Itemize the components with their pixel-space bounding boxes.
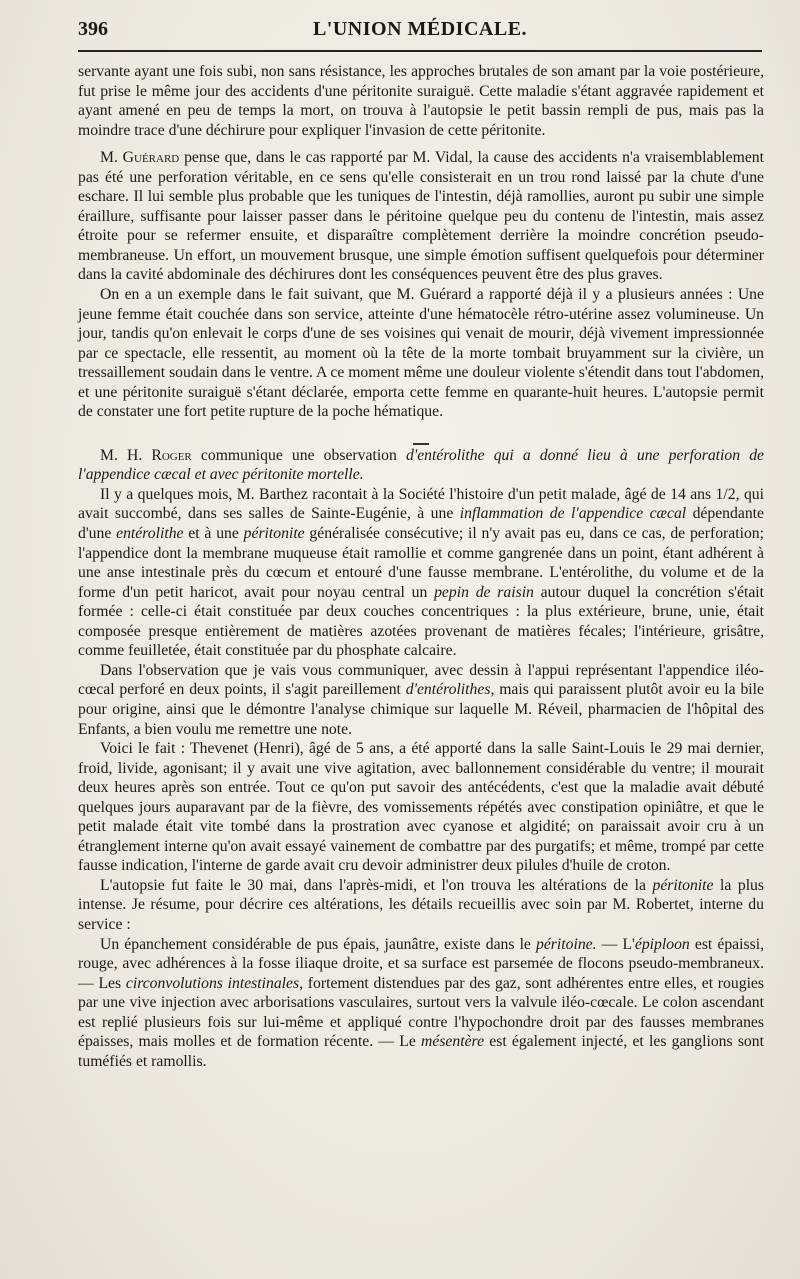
paragraph-text: , mais qui paraissent plutôt avoir eu la bile pour origine, ainsi que le démontre l'analyse chimique sur laquelle M. Réveil, pharmacien de l'hôpital des Enfants, a bien voulu me remettre une note.	[78, 681, 764, 738]
page-header	[78, 12, 762, 46]
italic-text: circonvolutions intestinales	[125, 974, 300, 992]
running-title: L'UNION MÉDICALE.	[312, 18, 528, 40]
paragraph-text: Dans l'observation que je vais vous communiquer, avec dessin à l'appui représentant l'appendice iléo-cœcal perforé en deux points, il s'agit pareillement	[78, 661, 764, 699]
italic-text: pepin de raisin	[434, 583, 534, 601]
italic-text: péritoine.	[536, 935, 597, 953]
speaker-name: M. Guérard	[100, 149, 180, 167]
italic-text: mésentère	[421, 1033, 485, 1051]
paragraph	[78, 661, 764, 739]
paragraph-text: autour duquel la concrétion s'était formée : celle-ci était constituée par deux couches concentriques : la plus extérieure, brune, unie, était composée presque entièrement de matières azotées provenant de matières fécales; l'intérieure, grisâtre, comme feuilletée, était constituée par du phosphate calcaire.	[78, 583, 765, 660]
paragraph-text: pense que, dans le cas rapporté par M. Vidal, la cause des accidents n'a vraisemblablement pas été une perforation véritable, en ce sens qu'elle consisterait en un trou rond laissé par la chute d'une eschare. Il lui semble plus probable que les tuniques de l'intestin, déjà ramollies, auront pu subir une simple éraillure, suffisante pour laisser passer dans le péritoine quelque peu du contenu de l'intestin, mais assez étroite pour se refermer ensuite, et disparaître complètement derrière la moindre concrétion pseudo-membraneuse. Un effort, un mouvement brusque, une simple émotion suffisent quelquefois pour déterminer dans la cavité abdominale des déchirures dont les conséquences peuvent être des plus graves.	[78, 149, 764, 284]
paragraph: On en a un exemple dans le fait suivant, que M. Guérard a rapporté déjà il y a plusieurs années : Une jeune femme était couchée dans son service, atteinte d'une hématocèle rétro-utérine assez volumineuse. Un jour, tandis qu'on enlevait le corps d'une de ses voisines qui venait de mourir, déjà vivement impressionnée par ce spectacle, elle ressentit, au moment où la tête de la morte tombait bruyamment sur la civière, un tressaillement soudain dans le ventre. A ce moment même une douleur violente s'étendit dans tout l'abdomen, et une péritonite suraiguë s'étant déclarée, emporta cette femme en quarante-huit heures. L'autopsie permit de constater une fort petite rupture de la poche hématique.	[78, 286, 764, 421]
paragraph-text: généralisée consécutive; il n'y avait pas eu, dans ce cas, de perforation; l'appendice dont la membrane muqueuse était ramollie et comme gangrenée dans un point, étant adhérent à une anse intestinale près du cœcum et entouré d'une fausse membrane. L'entérolithe, du volume et de la forme d'un petit haricot, avait pour noyau central un	[78, 525, 764, 601]
paragraph-text: est épaissi, rouge, avec adhérences à la fosse iliaque droite, et sa surface est parsemée de flocons pseudo-membraneux. — Les	[78, 935, 764, 992]
italic-text: d'entérolithes	[405, 681, 491, 699]
paragraph-text: L'autopsie fut faite le 30 mai, dans l'après-midi, et l'on trouva les altérations de la	[100, 876, 653, 894]
paragraph	[78, 935, 764, 1072]
paragraph-text: dépendante d'une	[78, 505, 765, 543]
paragraph-text: Il y a quelques mois, M. Barthez racontait à la Société l'histoire d'un petit malade, âgé de 14 ans 1/2, qui avait succombé, dans ses salles de Sainte-Eugénie, à une	[78, 485, 764, 523]
header-rule	[78, 50, 762, 52]
speaker-name: Roger	[151, 446, 192, 464]
paragraph-text: Un épanchement considérable de pus épais, jaunâtre, existe dans le	[100, 935, 536, 953]
paragraph-text: est également injecté, et les ganglions sont tuméfiés et ramollis.	[78, 1033, 764, 1070]
paragraph-text: la plus intense. Je résume, pour décrire ces altérations, les détails recueillis avec soin par M. Robertet, interne du service :	[78, 876, 764, 933]
italic-text: épiploon	[634, 935, 690, 953]
italic-text: d'entérolithe qui a donné lieu à une perforation de l'appendice cæcal et avec péritonite mortelle.	[78, 446, 765, 484]
paragraph-text: et à une	[183, 525, 244, 543]
section-separator	[78, 434, 764, 438]
paragraph: servante ayant une fois subi, non sans résistance, les approches brutales de son amant par la voie postérieure, fut prise le même jour des accidents d'une péritonite suraiguë. Cette maladie s'étant aggravée rapidement et ayant amené en peu de temps la mort, on trouva à l'autopsie le petit bassin rempli de pus, mais pas la moindre trace d'une déchirure pour expliquer l'invasion de cette péritonite.	[78, 63, 764, 139]
paragraph	[78, 485, 764, 661]
paragraph-text: , fortement distendues par des gaz, sont adhérentes entre elles, et rougies par une vive injection avec arborisations vasculaires, surtout vers la valvule iléo-cœcale. Le colon ascendant est replié plusieurs fois sur lui-même et appliqué contre l'hypochondre droit par des fausses membranes épaisses, mais molles et de formation récente. — Le	[78, 974, 764, 1051]
italic-text: péritonite	[652, 876, 714, 894]
paragraph	[78, 446, 764, 485]
italic-text: péritonite	[243, 525, 305, 543]
paragraph-text: — L'	[596, 935, 635, 953]
paragraph-text: communique une observation	[191, 446, 406, 464]
paragraph	[78, 148, 764, 285]
article-body	[78, 62, 764, 1071]
paragraph-text: M. H.	[100, 446, 152, 464]
italic-text: inflammation de l'appendice cæcal	[459, 505, 687, 523]
page-number: 396	[78, 18, 108, 40]
italic-text: entérolithe	[116, 525, 184, 543]
paragraph: Voici le fait : Thevenet (Henri), âgé de 5 ans, a été apporté dans la salle Saint-Louis le 29 mai dernier, froid, livide, agonisant; il y avait une vive agitation, avec ballonnement considérable du ventre; il mourait deux heures après son entrée. Tout ce qu'on put savoir des antécédents, c'est que la maladie avait débuté quelques jours auparavant par de la fièvre, des vomissements répétés avec constipation opiniâtre, et que le petit malade était vite tombé dans la prostration avec cyanose et algidité; on paraissait avoir cru à un étranglement interne qu'on avait essayé vainement de combattre par des purgatifs; et même, trompé par cette fausse indication, l'interne de garde avait cru devoir administrer deux pilules d'huile de croton.	[78, 740, 764, 875]
paragraph-gap	[78, 140, 764, 148]
paragraph	[78, 876, 764, 935]
